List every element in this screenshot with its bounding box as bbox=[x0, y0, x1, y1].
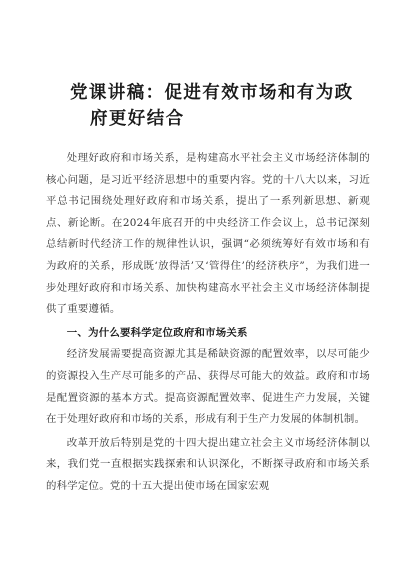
paragraph-reform-history: 改革开放后特别是党的十四大提出建立社会主义市场经济体制以来，我们党一直根据实践探索和认识深化，不断探寻政府和市场关系的科学定位。党的十五大提出使市场在国家宏观 bbox=[46, 436, 370, 492]
title-line-2: 府更好结合 bbox=[90, 109, 185, 129]
paragraph-intro: 处理好政府和市场关系，是构建高水平社会主义市场经济体制的核心问题，是习近平经济思想中的重要内容。党的十八大以来，习近平总书记围绕处理好政府和市场关系，提出了一系列新思想、新观点、新论断。在2024年底召开的中央经济工作会议上，总书记深刻总结新时代经济工作的规律性认识，强调“必须统筹好有效市场和有为政府的关系，形成既‘放得活’又‘管得住’的经济秩序”，为我们进一步处理好政府和市场关系、加快构建高水平社会主义市场经济体制提供了重要遵循。 bbox=[46, 152, 370, 316]
section-heading-1: 一、为什么要科学定位政府和市场关系 bbox=[66, 326, 248, 339]
document-body bbox=[46, 148, 370, 500]
paragraph-resource-allocation: 经济发展需要提高资源尤其是稀缺资源的配置效率，以尽可能少的资源投入生产尽可能多的产品、获得尽可能大的效益。政府和市场是配置资源的基本方式。提高资源配置效率、促进生产力发展，关键在于处理好政府和市场的关系，形成有利于生产力发展的体制机制。 bbox=[46, 348, 370, 426]
document-title bbox=[70, 80, 380, 132]
title-line-1: 党课讲稿：促进有效市场和有为政 bbox=[70, 83, 354, 103]
